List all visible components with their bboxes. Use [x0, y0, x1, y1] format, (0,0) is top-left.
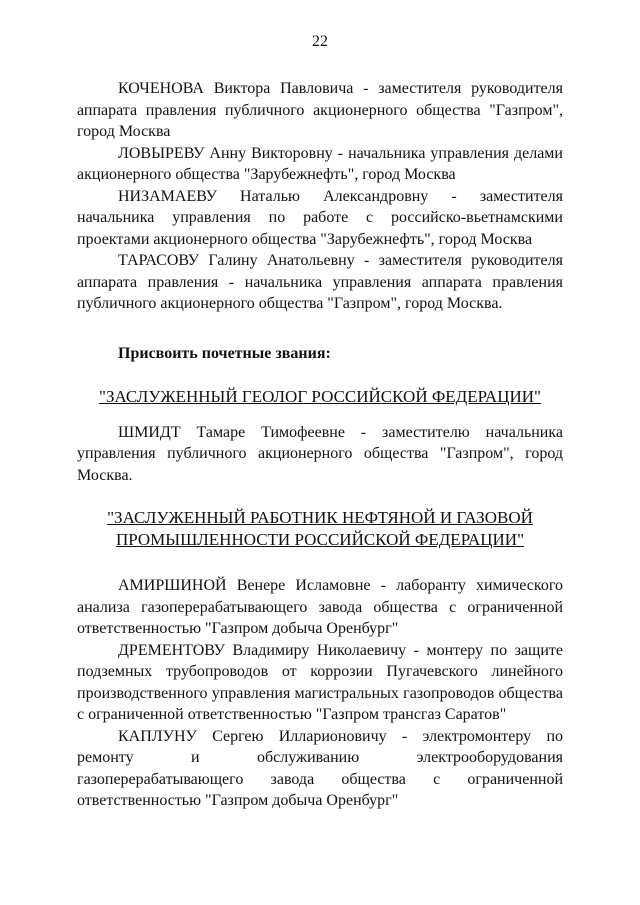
award-entry-drementov: ДРЕМЕНТОВУ Владимиру Николаевичу - монтеру по защите подземных трубопроводов от коррозии Пугачевского линейного производственного управления магистральных газопроводов общества с ограниченной ответственностью "Газпром трансгаз Саратов" — [77, 641, 563, 723]
title-line-1: "ЗАСЛУЖЕННЫЙ РАБОТНИК НЕФТЯНОЙ И ГАЗОВОЙ — [107, 508, 533, 527]
section-heading: Присвоить почетные звания: — [118, 344, 331, 362]
award-entry-tarasova: ТАРАСОВУ Галину Анатольевну - заместителя руководителя аппарата правления - начальника управления аппарата правления публичного акционерного общества "Газпром", город Москва. — [77, 252, 563, 312]
award-entry-amirshina: АМИРШИНОЙ Венере Исламовне - лаборанту химического анализа газоперерабатывающего завода общества с ограниченной ответственностью "Газпром добыча Оренбург" — [77, 577, 563, 637]
title-line-2: ПРОМЫШЛЕННОСТИ РОССИЙСКОЙ ФЕДЕРАЦИИ" — [115, 529, 525, 549]
award-entry-nizamaeva: НИЗАМАЕВУ Наталью Александровну - заместителя начальника управления по работе с российско-вьетнамскими проектами акционерного общества "Зарубежнефть", город Москва — [77, 187, 563, 248]
title-honored-geologist: "ЗАСЛУЖЕННЫЙ ГЕОЛОГ РОССИЙСКОЙ ФЕДЕРАЦИИ" — [99, 387, 541, 406]
award-entry-lovyreva: ЛОВЫРЕВУ Анну Викторовну - начальника управления делами акционерного общества "Зарубежнефть", город Москва — [77, 144, 563, 183]
document-body — [77, 78, 563, 812]
award-entry-shmidt: ШМИДТ Тамаре Тимофеевне - заместителю начальника управления публичного акционерного общества "Газпром", город Москва. — [77, 423, 563, 484]
award-entry-kochenov: КОЧЕНОВА Виктора Павловича - заместителя руководителя аппарата правления публичного акционерного общества "Газпром", город Москва — [77, 80, 563, 140]
award-entry-kaplun: КАПЛУНУ Сергею Илларионовичу - электромонтеру по ремонту и обслуживанию электрооборудования газоперерабатывающего завода общества с ограниченной ответственностью "Газпром добыча Оренбург" — [77, 727, 563, 809]
title-honored-oil-gas-worker — [77, 507, 563, 550]
page-number: 22 — [312, 33, 328, 50]
